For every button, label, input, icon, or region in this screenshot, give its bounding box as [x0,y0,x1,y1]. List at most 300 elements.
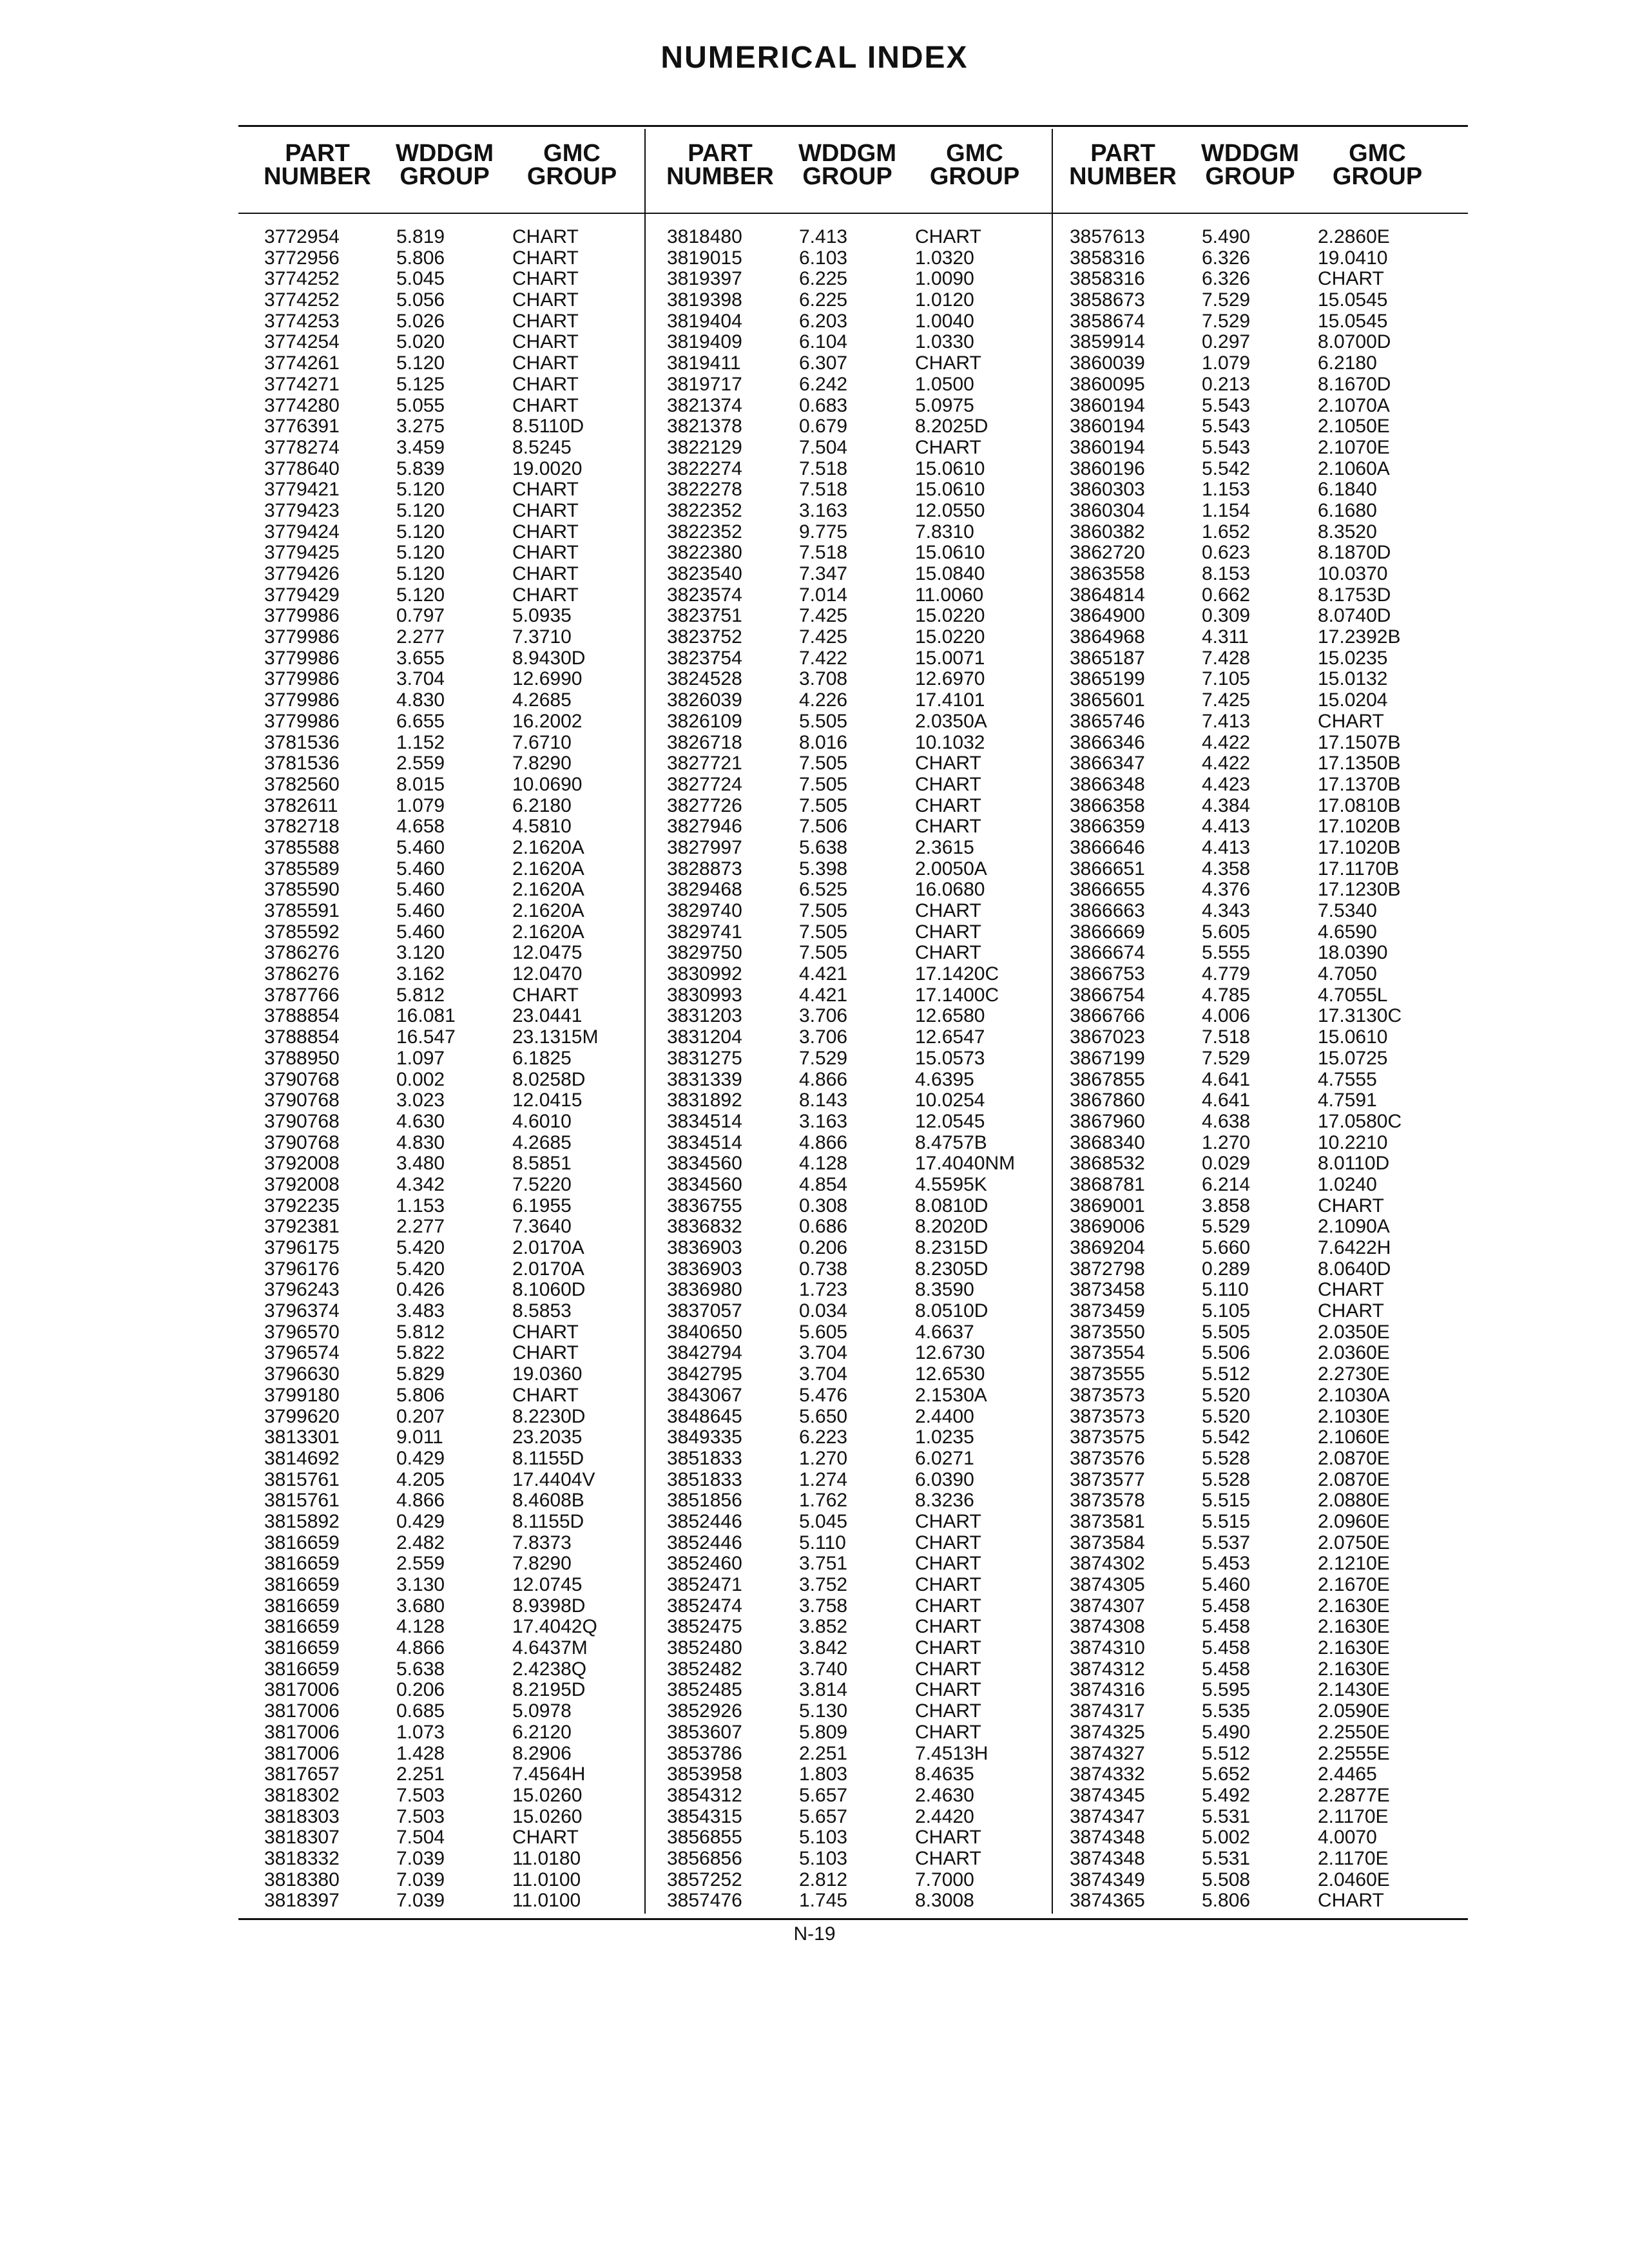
index-row [1057,964,1443,985]
index-row [654,1870,1041,1891]
wddgm-group-header: WDDGM GROUP [396,140,494,190]
part-number: 3866348 [1070,773,1145,795]
part-number: 3862720 [1070,542,1145,564]
wddgm-group: 5.528 [1202,1468,1251,1490]
gmc-group: 2.0460E [1318,1869,1390,1890]
gmc-group: 11.0060 [915,584,984,606]
part-number: 3779424 [264,521,340,543]
part-number: 3867860 [1070,1090,1145,1111]
index-row [1057,1470,1443,1491]
gmc-group: 8.0510D [915,1300,988,1322]
gmc-group: 11.0180 [512,1847,581,1869]
wddgm-group: 7.505 [799,773,848,795]
part-number: 3816659 [264,1553,340,1575]
gmc-group: 2.1630E [1318,1595,1390,1617]
gmc-group: 15.0545 [1318,310,1388,332]
part-number: 3868781 [1070,1173,1145,1195]
wddgm-group: 2.812 [799,1869,848,1890]
wddgm-group: 3.162 [396,963,445,985]
index-row [654,1090,1041,1111]
part-number: 3874316 [1070,1679,1145,1701]
wddgm-group: 4.423 [1202,773,1251,795]
index-row [1057,1153,1443,1175]
index-row [1057,459,1443,480]
part-number: 3865601 [1070,689,1145,711]
gmc-group: 12.6547 [915,1026,985,1048]
gmc-group: 2.0170A [512,1258,584,1280]
index-row [251,1701,638,1722]
wddgm-group: 0.206 [799,1237,848,1258]
gmc-group: 17.1370B [1318,773,1401,795]
part-number: 3866669 [1070,921,1145,943]
wddgm-group: 4.866 [396,1637,445,1659]
part-number: 3790768 [264,1131,340,1153]
index-row [251,396,638,417]
wddgm-group: 2.559 [396,1553,445,1575]
part-number: 3822278 [667,479,742,501]
wddgm-group: 3.704 [396,668,445,690]
wddgm-group: 9.775 [799,521,848,543]
part-number: 3817006 [264,1700,340,1722]
gmc-group: 2.2555E [1318,1742,1390,1764]
part-number: 3857252 [667,1869,742,1890]
wddgm-group: 0.308 [799,1195,848,1216]
part-number: 3864814 [1070,584,1145,606]
index-row [654,311,1041,332]
part-number: 3785592 [264,921,340,943]
wddgm-group: 4.128 [799,1153,848,1175]
index-row [1057,733,1443,754]
column-header [1057,142,1443,193]
wddgm-group: 0.207 [396,1405,445,1427]
gmc-group: 8.2020D [915,1216,988,1238]
index-row [251,1090,638,1111]
wddgm-group: 0.686 [799,1216,848,1238]
gmc-group: 6.1955 [512,1195,572,1216]
gmc-group: 8.0810D [915,1195,988,1216]
index-row [251,269,638,290]
wddgm-group: 7.505 [799,921,848,943]
index-row [251,332,638,353]
part-number: 3782718 [264,816,340,838]
gmc-group: CHART [915,1721,981,1743]
part-number: 3831275 [667,1047,742,1069]
index-row [251,1133,638,1154]
wddgm-group: 3.680 [396,1595,445,1617]
gmc-group: CHART [1318,710,1384,732]
part-number: 3873581 [1070,1510,1145,1532]
index-row [251,985,638,1006]
index-row [654,943,1041,964]
part-number: 3781536 [264,731,340,753]
index-row [251,1216,638,1238]
wddgm-group: 6.225 [799,268,848,290]
gmc-group: 2.1620A [512,900,584,921]
gmc-group: CHART [512,394,579,416]
part-number: 3860304 [1070,499,1145,521]
wddgm-group: 7.504 [799,436,848,458]
index-row [1057,1870,1443,1891]
part-number: 3852480 [667,1637,742,1659]
gmc-group: 17.4042Q [512,1616,597,1638]
wddgm-group: 3.483 [396,1300,445,1322]
index-row [654,796,1041,817]
index-row [654,501,1041,522]
index-row [1057,711,1443,733]
part-number: 3779986 [264,626,340,648]
wddgm-group: 3.751 [799,1553,848,1575]
part-number: 3874365 [1070,1890,1145,1912]
wddgm-group: 1.762 [799,1490,848,1512]
gmc-group: 17.4101 [915,689,985,711]
wddgm-group: 7.529 [799,1047,848,1069]
wddgm-group: 5.595 [1202,1679,1251,1701]
index-row [654,901,1041,922]
gmc-group: 8.3590 [915,1279,974,1301]
part-number: 3869001 [1070,1195,1145,1216]
gmc-group: 8.0258D [512,1068,586,1090]
gmc-group: CHART [512,984,579,1006]
index-row [1057,396,1443,417]
index-row [251,1238,638,1259]
wddgm-group: 5.458 [1202,1595,1251,1617]
gmc-group: 8.1670D [1318,373,1391,395]
gmc-group: CHART [1318,1890,1384,1912]
part-number: 3827997 [667,836,742,858]
index-row [1057,1133,1443,1154]
part-number: 3852485 [667,1679,742,1701]
index-row [654,690,1041,711]
gmc-group: 2.0750E [1318,1532,1390,1553]
gmc-group: 8.1155D [512,1510,584,1532]
index-row [654,1280,1041,1301]
index-row [251,522,638,543]
gmc-group: 4.6395 [915,1068,974,1090]
part-number: 3864900 [1070,605,1145,627]
gmc-group: 6.1680 [1318,499,1377,521]
index-row [251,1744,638,1765]
index-row [1057,1070,1443,1091]
index-row [654,774,1041,796]
index-row [654,543,1041,564]
wddgm-group: 1.153 [1202,479,1251,501]
index-row [251,648,638,669]
part-number: 3818332 [264,1847,340,1869]
part-number: 3853786 [667,1742,742,1764]
part-number: 3779986 [264,689,340,711]
index-row [654,1070,1041,1091]
part-number: 3858316 [1070,247,1145,269]
gmc-group: 17.1020B [1318,816,1401,838]
wddgm-group: 5.476 [799,1384,848,1406]
gmc-group: 17.0580C [1318,1110,1402,1132]
index-row [251,901,638,922]
index-row [1057,985,1443,1006]
gmc-group: 2.1050E [1318,416,1390,437]
gmc-group: 8.5245 [512,436,572,458]
wddgm-group: 5.638 [799,836,848,858]
part-number: 3866663 [1070,900,1145,921]
part-number: 3782560 [264,773,340,795]
wddgm-group: 5.515 [1202,1510,1251,1532]
wddgm-group: 5.531 [1202,1847,1251,1869]
index-row [654,1659,1041,1680]
gmc-group: 15.0260 [512,1784,583,1806]
wddgm-group: 0.213 [1202,373,1251,395]
index-row [1057,1701,1443,1722]
gmc-group: CHART [915,352,981,374]
part-number: 3874349 [1070,1869,1145,1890]
part-number: 3779986 [264,605,340,627]
index-row [251,374,638,396]
index-row [654,437,1041,459]
index-row [654,1427,1041,1448]
gmc-group: 7.8310 [915,521,974,543]
index-row [1057,1575,1443,1596]
gmc-group: 2.1630E [1318,1616,1390,1638]
part-number: 3868340 [1070,1131,1145,1153]
index-row [1057,248,1443,269]
gmc-group: 12.6730 [915,1342,985,1364]
wddgm-group: 7.504 [396,1827,445,1849]
gmc-group: 17.1020B [1318,836,1401,858]
wddgm-group: 7.422 [799,647,848,669]
gmc-group: 2.1430E [1318,1679,1390,1701]
part-number: 3843067 [667,1384,742,1406]
gmc-group: 7.7000 [915,1869,974,1890]
part-number: 3826039 [667,689,742,711]
part-number: 3860095 [1070,373,1145,395]
part-number: 3818380 [264,1869,340,1890]
part-number: 3873578 [1070,1490,1145,1512]
index-row [251,1322,638,1343]
index-row [654,985,1041,1006]
gmc-group: 23.1315M [512,1026,599,1048]
index-row [654,1744,1041,1765]
gmc-group: 2.1210E [1318,1553,1390,1575]
gmc-group: 1.0040 [915,310,974,332]
wddgm-group: 5.529 [1202,1216,1251,1238]
index-rows [251,227,638,1912]
index-row [654,1470,1041,1491]
wddgm-group: 5.506 [1202,1342,1251,1364]
wddgm-group: 1.652 [1202,521,1251,543]
part-number: 3874305 [1070,1574,1145,1595]
wddgm-group: 0.679 [799,416,848,437]
gmc-group: CHART [1318,268,1384,290]
index-row [251,1490,638,1512]
part-number: 3786276 [264,963,340,985]
wddgm-group: 5.605 [799,1321,848,1343]
wddgm-group: 5.809 [799,1721,848,1743]
gmc-group: 12.6580 [915,1005,985,1027]
index-row [1057,1553,1443,1575]
wddgm-group: 3.706 [799,1026,848,1048]
part-number: 3796574 [264,1342,340,1364]
gmc-group: 4.5595K [915,1173,987,1195]
index-row [654,753,1041,774]
gmc-group: 10.1032 [915,731,985,753]
wddgm-group: 5.458 [1202,1637,1251,1659]
wddgm-group: 6.326 [1202,268,1251,290]
part-number: 3779429 [264,584,340,606]
wddgm-group: 3.480 [396,1153,445,1175]
index-row [251,1553,638,1575]
gmc-group: 15.0610 [915,457,985,479]
index-row [251,943,638,964]
part-number: 3831892 [667,1090,742,1111]
wddgm-group: 5.103 [799,1847,848,1869]
wddgm-group: 0.738 [799,1258,848,1280]
index-row [654,1259,1041,1280]
index-row [654,711,1041,733]
part-number: 3856855 [667,1827,742,1849]
wddgm-group: 7.014 [799,584,848,606]
part-number: 3865187 [1070,647,1145,669]
part-number: 3860194 [1070,436,1145,458]
index-row [1057,1259,1443,1280]
wddgm-group: 8.016 [799,731,848,753]
part-number: 3874347 [1070,1805,1145,1827]
gmc-group: 2.4238Q [512,1658,587,1680]
gmc-group: 2.0590E [1318,1700,1390,1722]
index-row [251,1617,638,1638]
part-number: 3796176 [264,1258,340,1280]
index-row [251,1596,638,1617]
part-number: 3836980 [667,1279,742,1301]
gmc-group-header: GMC GROUP [1332,140,1423,190]
wddgm-group: 5.460 [396,836,445,858]
wddgm-group: 7.039 [396,1847,445,1869]
index-row [251,459,638,480]
index-row [1057,522,1443,543]
part-number: 3852471 [667,1574,742,1595]
part-number: 3852460 [667,1553,742,1575]
part-number: 3873584 [1070,1532,1145,1553]
index-row [1057,1407,1443,1428]
gmc-group: 6.1840 [1318,479,1377,501]
wddgm-group: 5.420 [396,1258,445,1280]
part-number: 3849335 [667,1427,742,1448]
index-row [1057,1490,1443,1512]
header-bottom-rule [238,213,1468,214]
part-number-header: PART NUMBER [264,140,371,190]
gmc-group: 8.5853 [512,1300,572,1322]
wddgm-group: 3.275 [396,416,445,437]
index-row [251,1407,638,1428]
part-number: 3872798 [1070,1258,1145,1280]
wddgm-group: 7.518 [1202,1026,1251,1048]
part-number: 3781536 [264,753,340,774]
index-row [1057,669,1443,690]
part-number: 3817657 [264,1763,340,1785]
index-column-2 [654,140,1041,1912]
wddgm-group: 0.683 [799,394,848,416]
gmc-group: 17.1230B [1318,879,1401,901]
index-row [654,1827,1041,1849]
part-number: 3831203 [667,1005,742,1027]
gmc-group: 8.4635 [915,1763,974,1785]
gmc-group: 7.8373 [512,1532,572,1553]
index-row [251,290,638,311]
gmc-group: CHART [915,1510,981,1532]
wddgm-group: 7.505 [799,942,848,964]
index-row [251,1196,638,1217]
column-header [654,142,1041,193]
index-row [654,269,1041,290]
part-number: 3779421 [264,479,340,501]
part-number: 3816659 [264,1658,340,1680]
part-number: 3842794 [667,1342,742,1364]
wddgm-group: 5.537 [1202,1532,1251,1553]
wddgm-group: 4.421 [799,963,848,985]
part-number: 3796374 [264,1300,340,1322]
wddgm-group: 5.120 [396,499,445,521]
part-number: 3873576 [1070,1447,1145,1469]
gmc-group: 17.1507B [1318,731,1401,753]
index-row [654,1680,1041,1701]
gmc-group: 8.2195D [512,1679,586,1701]
gmc-group: 15.0204 [1318,689,1388,711]
wddgm-group: 3.740 [799,1658,848,1680]
part-number: 3818307 [264,1827,340,1849]
wddgm-group: 16.547 [396,1026,456,1048]
wddgm-group: 5.460 [396,879,445,901]
gmc-group: 8.3236 [915,1490,974,1512]
gmc-group: 17.1170B [1318,858,1400,879]
gmc-group: 4.5810 [512,816,572,838]
wddgm-group: 5.458 [1202,1616,1251,1638]
wddgm-group: 3.459 [396,436,445,458]
index-row [1057,437,1443,459]
wddgm-group: 1.079 [1202,352,1251,374]
part-number: 3857476 [667,1890,742,1912]
gmc-group: 4.7050 [1318,963,1377,985]
index-row [1057,564,1443,585]
index-row [654,1301,1041,1322]
part-number: 3822352 [667,521,742,543]
part-number: 3785588 [264,836,340,858]
part-number: 3774252 [264,268,340,290]
wddgm-group: 16.081 [396,1005,456,1027]
gmc-group: 2.0350A [915,710,987,732]
wddgm-group: 7.425 [799,605,848,627]
gmc-group: 8.1155D [512,1447,584,1469]
wddgm-group: 1.154 [1202,499,1251,521]
part-number: 3815761 [264,1468,340,1490]
index-row [654,227,1041,248]
part-number: 3796175 [264,1237,340,1258]
index-row [1057,1196,1443,1217]
index-row [1057,859,1443,880]
wddgm-group: 1.803 [799,1763,848,1785]
part-number: 3873575 [1070,1427,1145,1448]
index-row [654,479,1041,501]
index-row [251,733,638,754]
part-number: 3823752 [667,626,742,648]
index-row [654,522,1041,543]
part-number: 3860039 [1070,352,1145,374]
wddgm-group: 8.143 [799,1090,848,1111]
index-row [251,227,638,248]
wddgm-group: 7.425 [1202,689,1251,711]
wddgm-group: 4.358 [1202,858,1251,879]
part-number: 3834560 [667,1173,742,1195]
part-number: 3834514 [667,1110,742,1132]
wddgm-group: 6.242 [799,373,848,395]
gmc-group: 8.5110D [512,416,584,437]
part-number: 3858316 [1070,268,1145,290]
